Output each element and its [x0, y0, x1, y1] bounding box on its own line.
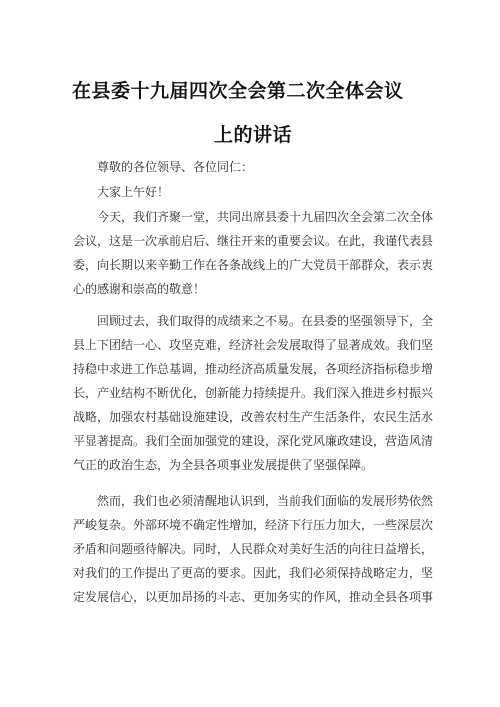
document-title-line-1: 在县委十九届四次全会第二次全体会议 — [72, 80, 404, 102]
paragraph-opening: 今天，我们齐聚一堂，共同出席县委十九届四次全会第二次全体会议，这是一次承前启后、继往开来的重要会议。在此，我谨代表县委，向长期以来辛勤工作在各条战线上的广大党员干部群众，表示衷心的感谢和崇高的敬意！ — [73, 210, 434, 296]
salutation: 尊敬的各位领导、各位同仁： — [97, 160, 254, 174]
document-title-line-2: 上的讲话 — [214, 124, 293, 146]
paragraph-review: 回顾过去，我们取得的成绩来之不易。在县委的坚强领导下，全县上下团结一心、攻坚克难，经济社会发展取得了显著成效。我们坚持稳中求进工作总基调，推动经济高质量发展，各项经济指标稳步增长，产业结构不断优化，创新能力持续提升。我们深入推进乡村振兴战略，加强农村基础设施建设，改善农村生产生活条件，农民生活水平显著提高。我们全面加强党的建设，深化党风廉政建设，营造风清气正的政治生态，为全县各项事业发展提供了坚强保障。 — [73, 314, 434, 472]
greeting: 大家上午好！ — [97, 185, 170, 199]
paragraph-challenges: 然而，我们也必须清醒地认识到，当前我们面临的发展形势依然严峻复杂。外部环境不确定性增加，经济下行压力加大，一些深层次矛盾和问题亟待解决。同时，人民群众对美好生活的向往日益增长，对我们的工作提出了更高的要求。因此，我们必须保持战略定力，坚定发展信心，以更加昂扬的斗志、更加务实的作风，推动全县各项事 — [73, 494, 434, 604]
